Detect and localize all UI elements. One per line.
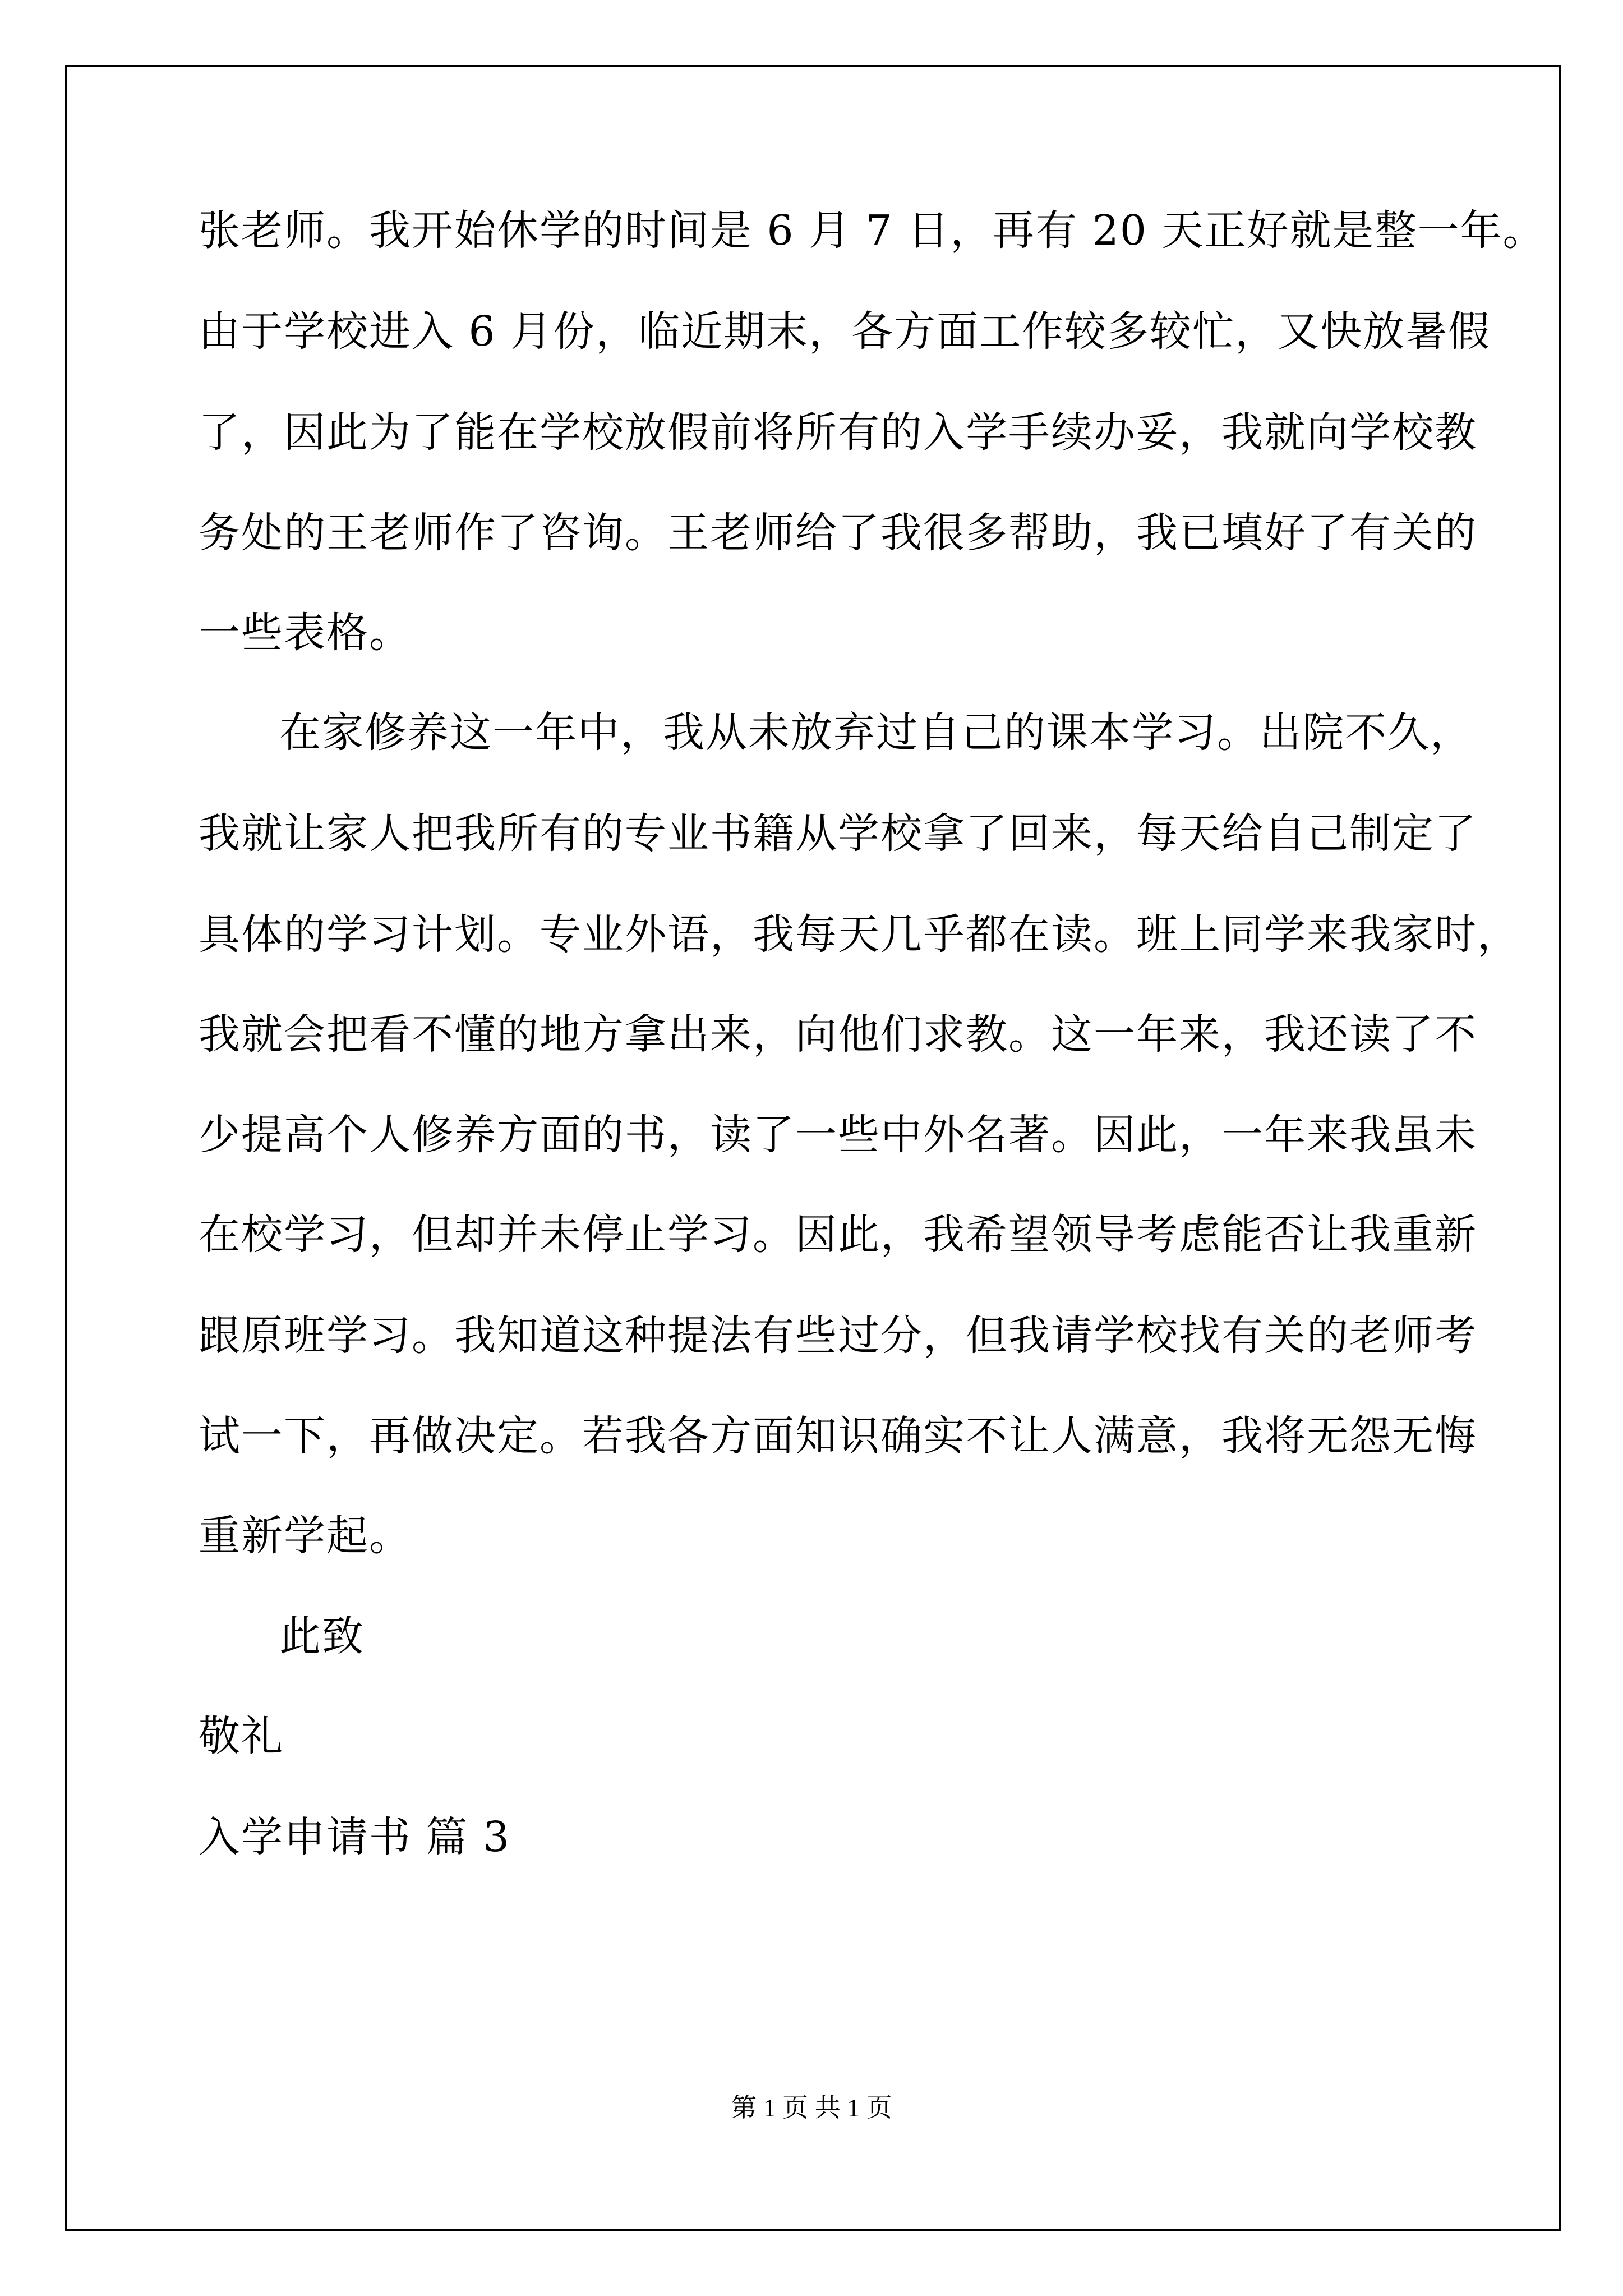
paragraph-2-line-3: 具体的学习计划。专业外语，我每天几乎都在读。班上同学来我家时， <box>199 910 1520 959</box>
paragraph-2-line-2: 我就让家人把我所有的专业书籍从学校拿了回来，每天给自己制定了 <box>199 809 1477 858</box>
salutation-text: 敬礼 <box>199 1712 284 1760</box>
paragraph-1-line-1: 张老师。我开始休学的时间是 6 月 7 日，再有 20 天正好就是整一年。 <box>199 206 1546 255</box>
paragraph-2-line-5: 少提高个人修养方面的书，读了一些中外名著。因此，一年来我虽未 <box>199 1111 1477 1159</box>
paragraph-1-line-2: 由于学校进入 6 月份，临近期末，各方面工作较多较忙，又快放暑假 <box>199 307 1491 356</box>
paragraph-2-line-7: 跟原班学习。我知道这种提法有些过分，但我请学校找有关的老师考 <box>199 1312 1477 1360</box>
paragraph-1-line-4: 务处的王老师作了咨询。王老师给了我很多帮助，我已填好了有关的 <box>199 509 1477 557</box>
paragraph-2-line-8: 试一下，再做决定。若我各方面知识确实不让人满意，我将无怨无悔 <box>199 1412 1477 1460</box>
closing-text: 此致 <box>279 1612 365 1660</box>
paragraph-2-line-4: 我就会把看不懂的地方拿出来，向他们求教。这一年来，我还读了不 <box>199 1010 1477 1059</box>
page-number-footer: 第 1 页 共 1 页 <box>731 2093 892 2122</box>
paragraph-1-line-3: 了，因此为了能在学校放假前将所有的入学手续办妥，我就向学校教 <box>199 408 1477 457</box>
paragraph-1-line-5: 一些表格。 <box>199 609 412 657</box>
paragraph-2-line-9: 重新学起。 <box>199 1512 412 1560</box>
paragraph-2-line-1: 在家修养这一年中，我从未放弃过自己的课本学习。出院不久， <box>279 708 1473 757</box>
paragraph-2-line-6: 在校学习，但却并未停止学习。因此，我希望领导考虑能否让我重新 <box>199 1211 1477 1259</box>
next-section-heading: 入学申请书 篇 3 <box>199 1813 511 1861</box>
